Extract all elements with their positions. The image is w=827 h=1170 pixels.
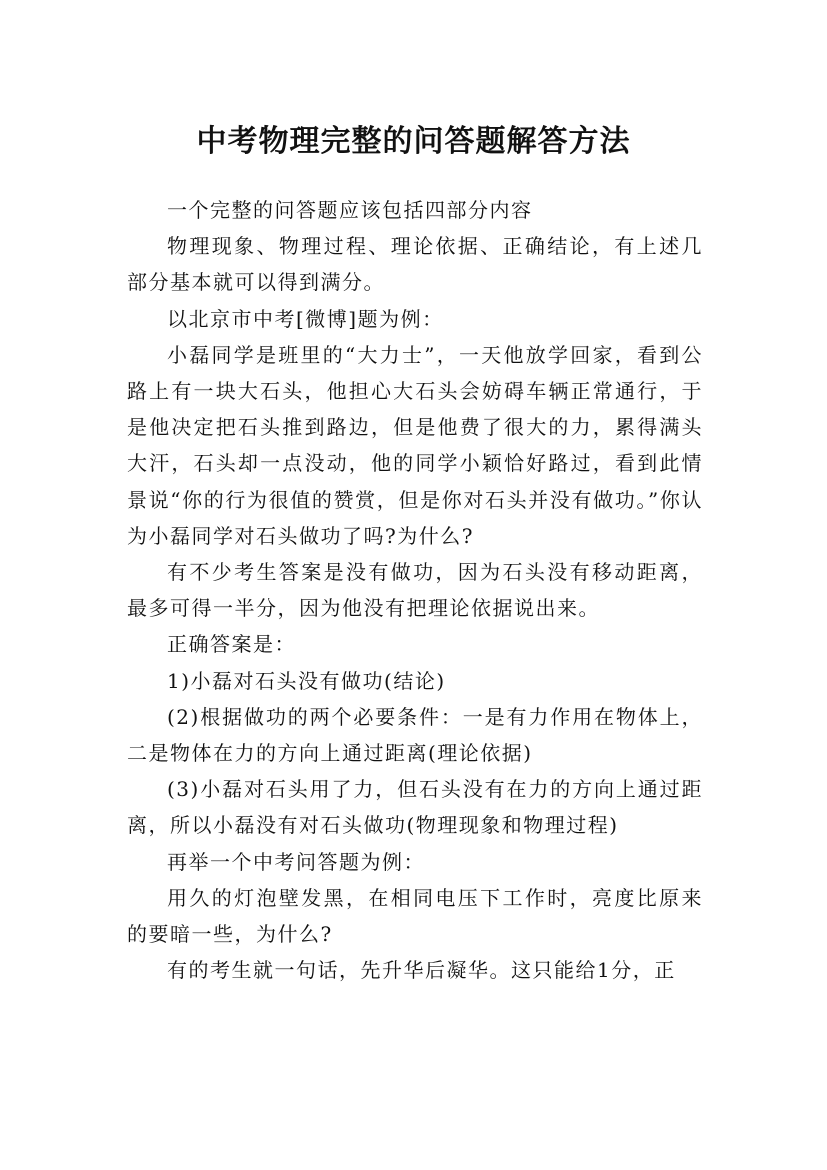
paragraph-second-answer: 有的考生就一句话，先升华后凝华。这只能给1分，正: [167, 958, 676, 983]
paragraph-example-intro: 以北京市中考[微博]题为例：: [167, 306, 444, 331]
paragraph-four-parts: 物理现象、物理过程、理论依据、正确结论，有上述几部分基本就可以得到满分。: [127, 234, 703, 295]
paragraph-correct-answer-label: 正确答案是：: [167, 632, 296, 657]
paragraph-answer-point-2: (2)根据做功的两个必要条件：一是有力作用在物体上，二是物体在力的方向上通过距离(理论依据): [127, 704, 703, 766]
paragraph-common-answer: 有不少考生答案是没有做功，因为石头没有移动距离，最多可得一半分，因为他没有把理论依据说出来。: [127, 560, 703, 621]
paragraph-answer-point-3: (3)小磊对石头用了力，但石头没有在力的方向上通过距离，所以小磊没有对石头做功(物理现象和物理过程): [127, 777, 703, 838]
document-title: 中考物理完整的问答题解答方法: [196, 124, 631, 160]
paragraph-answer-point-1: 1)小磊对石头没有做功(结论): [167, 668, 446, 693]
paragraph-intro: 一个完整的问答题应该包括四部分内容: [167, 198, 533, 222]
paragraph-question: 小磊同学是班里的“大力士”，一天他放学回家，看到公路上有一块大石头，他担心大石头会妨碍车辆正常通行，于是他决定把石头推到路边，但是他费了很大的力，累得满头大汗，石头却一点没动，他的同学小颖恰好路过，看到此情景说“你的行为很值的赞赏，但是你对石头并没有做功。”你认为小磊同学对石头做功了吗?为什么?: [127, 342, 703, 548]
paragraph-second-question: 用久的灯泡壁发黑，在相同电压下工作时，亮度比原来的要暗一些，为什么?: [127, 885, 703, 947]
document-body: [127, 192, 703, 988]
paragraph-second-example-intro: 再举一个中考问答题为例：: [167, 849, 425, 874]
